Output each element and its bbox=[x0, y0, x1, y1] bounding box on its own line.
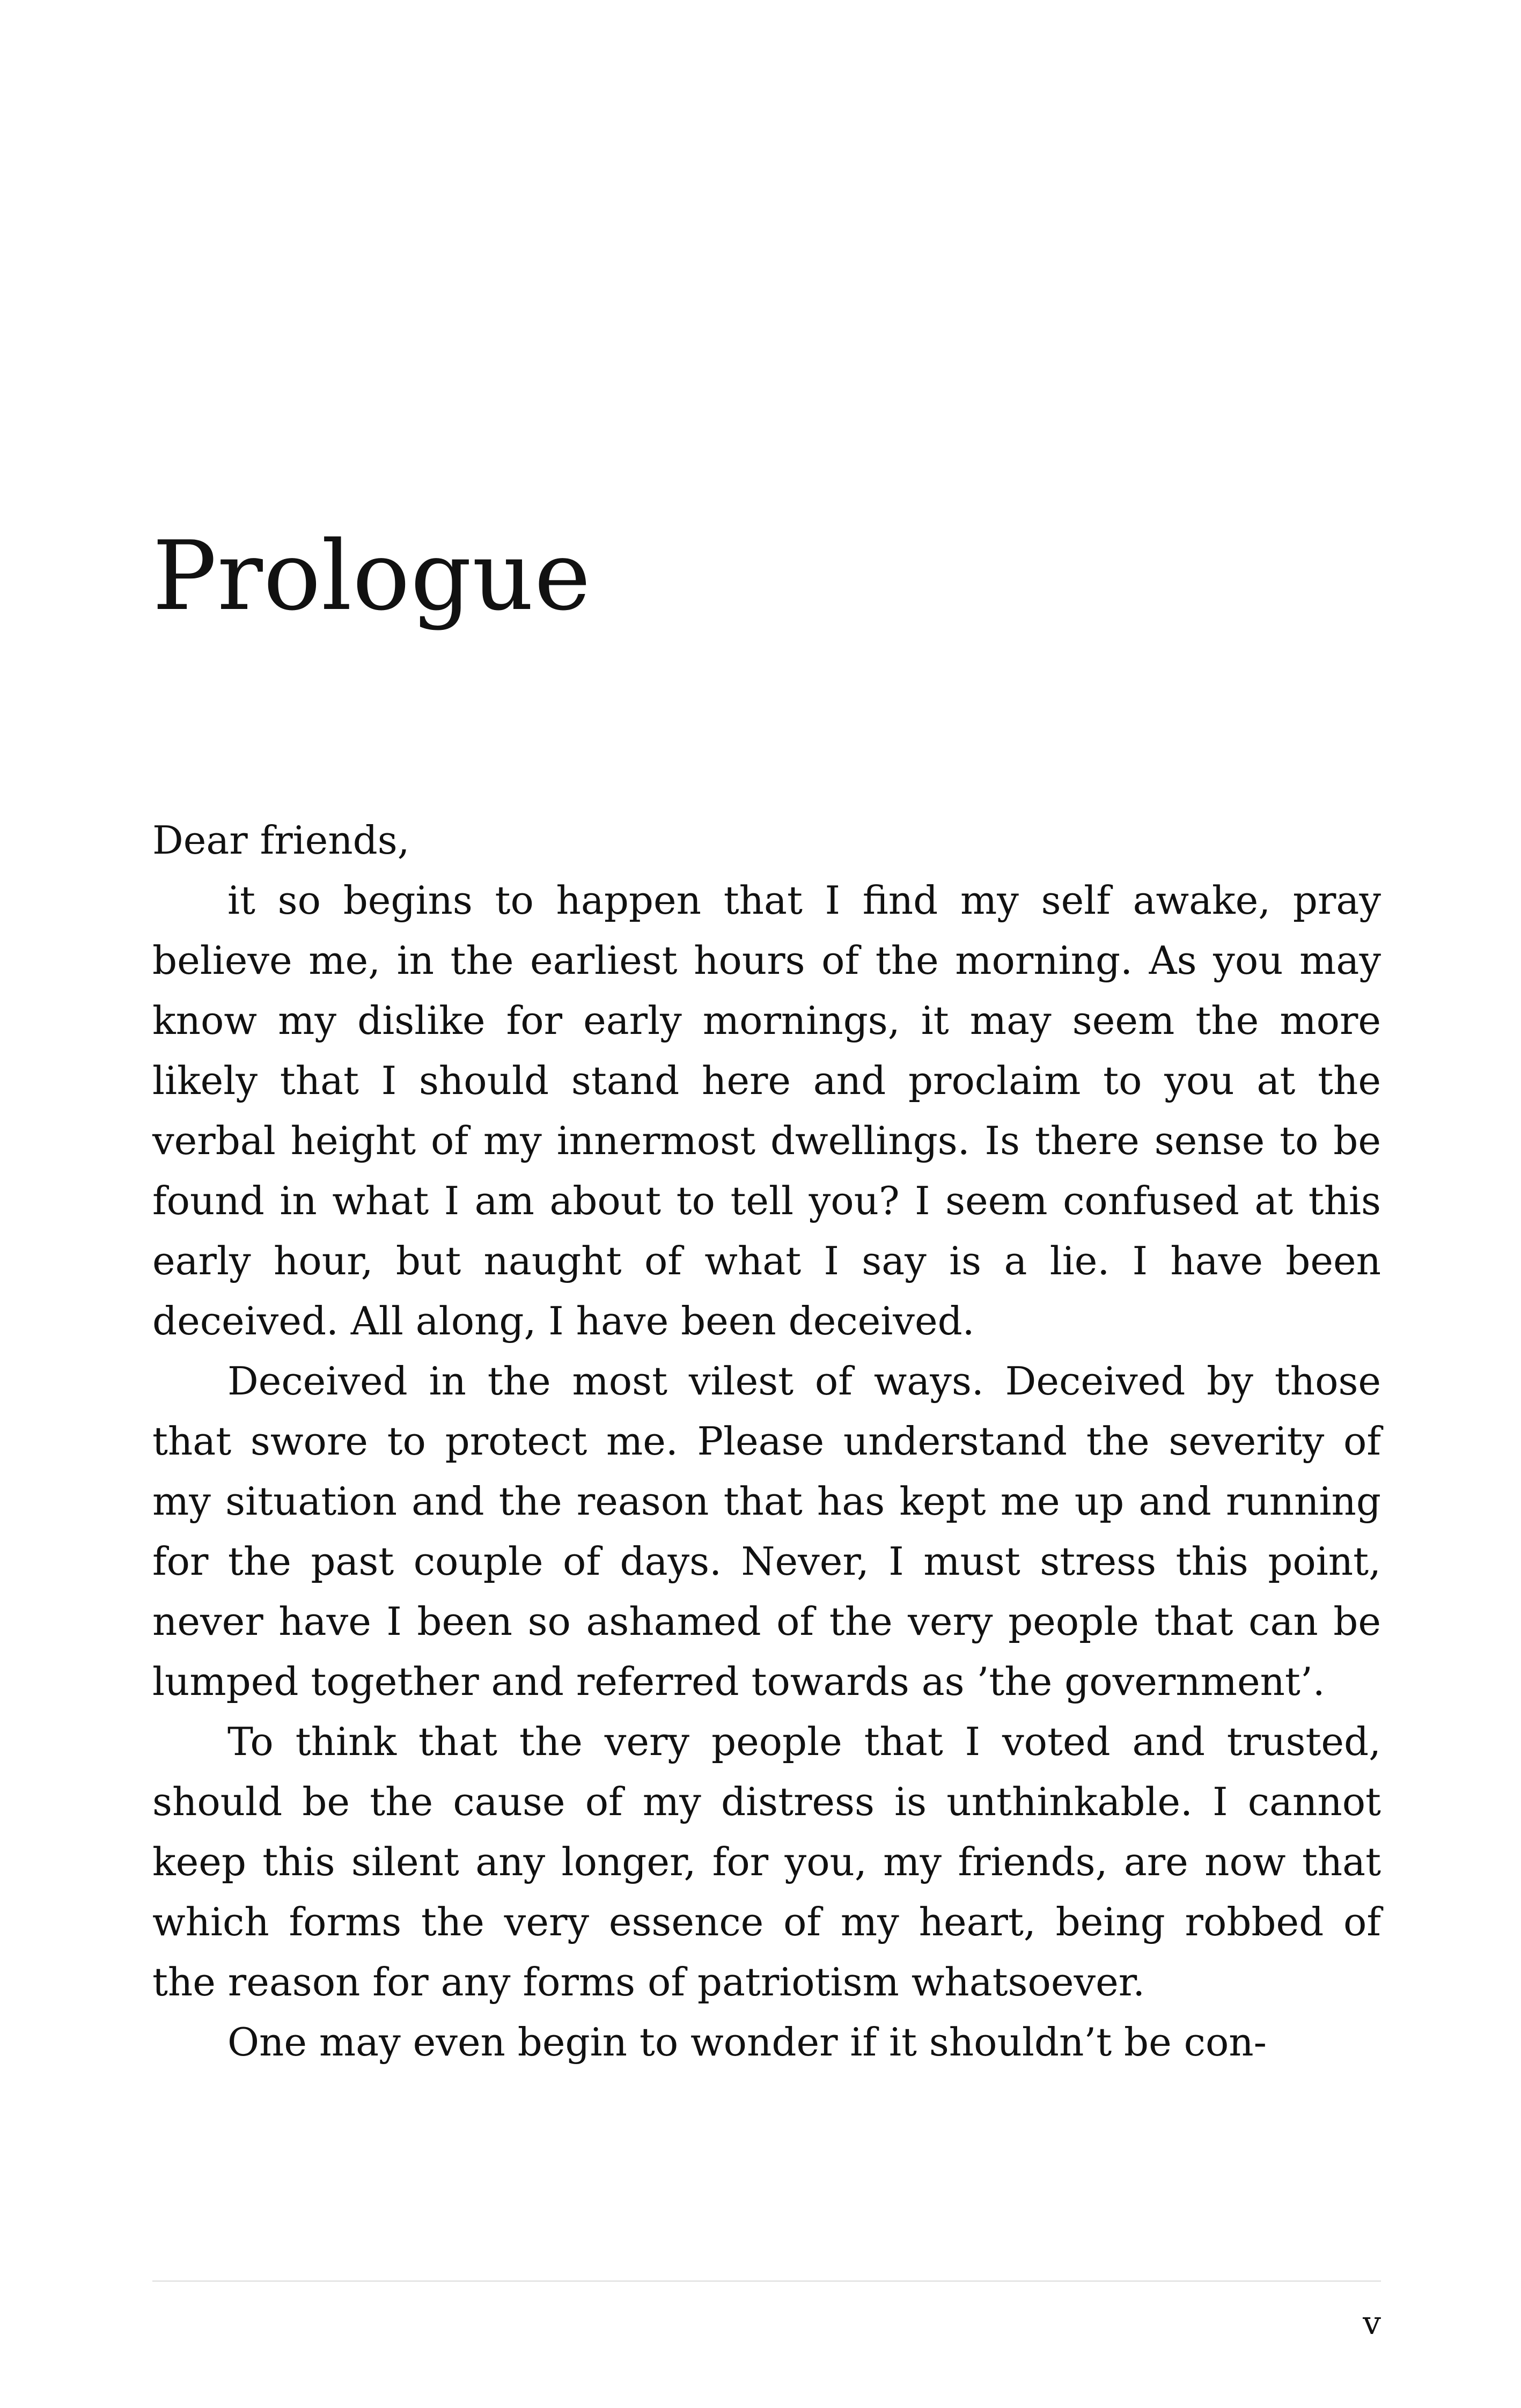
letter-salutation: Dear friends, bbox=[152, 818, 410, 863]
paragraph-1: it so begins to happen that I find my self awake, pray believe me, in the earliest hours of the morning. As you may know my dislike for early mornings, it may seem the more likely that I should stand here and proclaim to you at the verbal height of my innermost dwellings. Is there sense to be found in what I am about to tell you? I seem confused at this early hour, but naught of what I say is a lie. I have been deceived. All along, I have been deceived. bbox=[152, 878, 1381, 1344]
paragraph-4: One may even begin to wonder if it shouldn’t be con- bbox=[227, 2020, 1267, 2065]
page-number: v bbox=[1363, 2304, 1381, 2342]
paragraph-3: To think that the very people that I voted and trusted, should be the cause of my distress is unthinkable. I cannot keep this silent any longer, for you, my friends, are now that which forms the very essence of my heart, being robbed of the reason for any forms of patriotism whatsoever. bbox=[152, 1719, 1381, 2005]
footer-divider bbox=[152, 2280, 1381, 2282]
paragraph-2: Deceived in the most vilest of ways. Deceived by those that swore to protect me. Please understand the severity of my situation and the reason that has kept me up and running for the past couple of days. Never, I must stress this point, never have I been so ashamed of the very people that can be lumped together and referred towards as ’the government’. bbox=[152, 1359, 1381, 1704]
chapter-title: Prologue bbox=[152, 520, 592, 632]
letter-body bbox=[152, 810, 1381, 2072]
